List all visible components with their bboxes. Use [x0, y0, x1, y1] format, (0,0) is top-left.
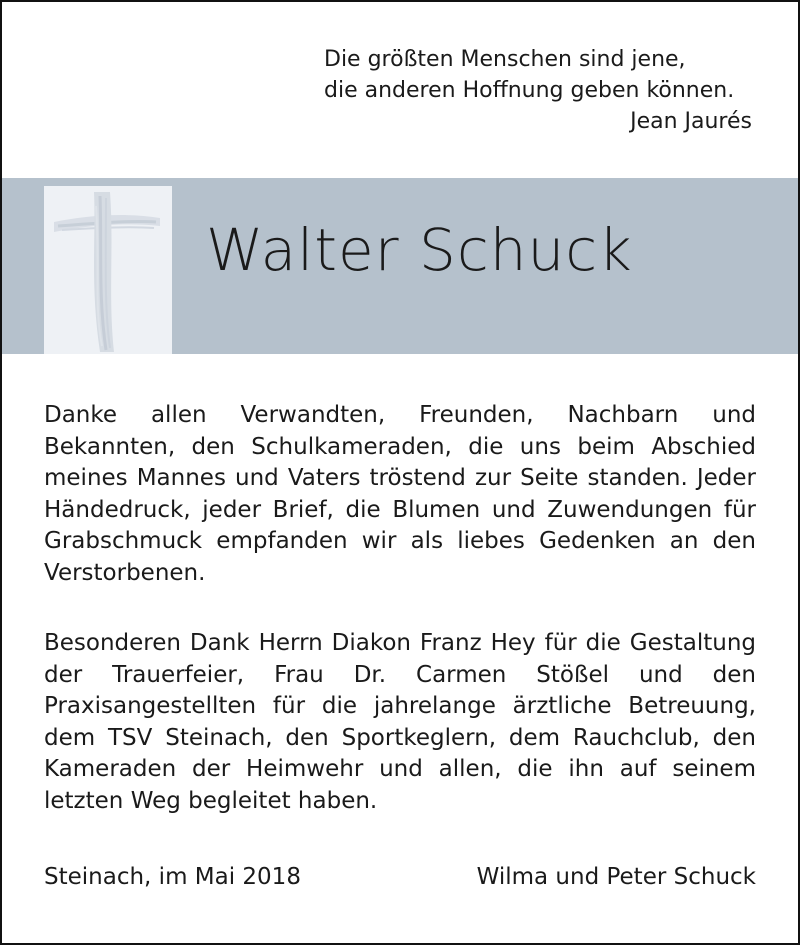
signature: Wilma und Peter Schuck	[476, 864, 756, 890]
deceased-name: Walter Schuck	[206, 216, 633, 284]
thanks-paragraph-1: Danke allen Verwandten, Freunden, Nachbarn und Bekannten, den Schulkameraden, die uns beim Abschied meines Mannes und Vaters tröstend zur Seite standen. Jeder Händedruck, jeder Brief, die Blumen und Zuwendungen für Grabschmuck empfanden wir als liebes Gedenken an den Verstorbenen.	[44, 402, 756, 586]
place-date: Steinach, im Mai 2018	[44, 864, 301, 890]
thanks-paragraph-2: Besonderen Dank Herrn Diakon Franz Hey für die Gestaltung der Trauerfeier, Frau Dr. Carmen Stößel und den Praxisangestellten für die jahrelange ärztliche Betreuung, dem TSV Steinach, den Sportkeglern, dem Rauchclub, den Kameraden der Heimwehr und allen, die ihn auf seinem letzten Weg begleitet haben.	[44, 630, 756, 814]
quote-line-1: Die größten Menschen sind jene,	[324, 47, 686, 72]
footer	[44, 864, 756, 890]
quote-line-2: die anderen Hoffnung geben können.	[324, 78, 735, 103]
cross-icon	[44, 186, 172, 354]
quote-author: Jean Jaurés	[630, 109, 752, 134]
epigraph	[232, 44, 752, 137]
cross-image	[44, 186, 172, 354]
